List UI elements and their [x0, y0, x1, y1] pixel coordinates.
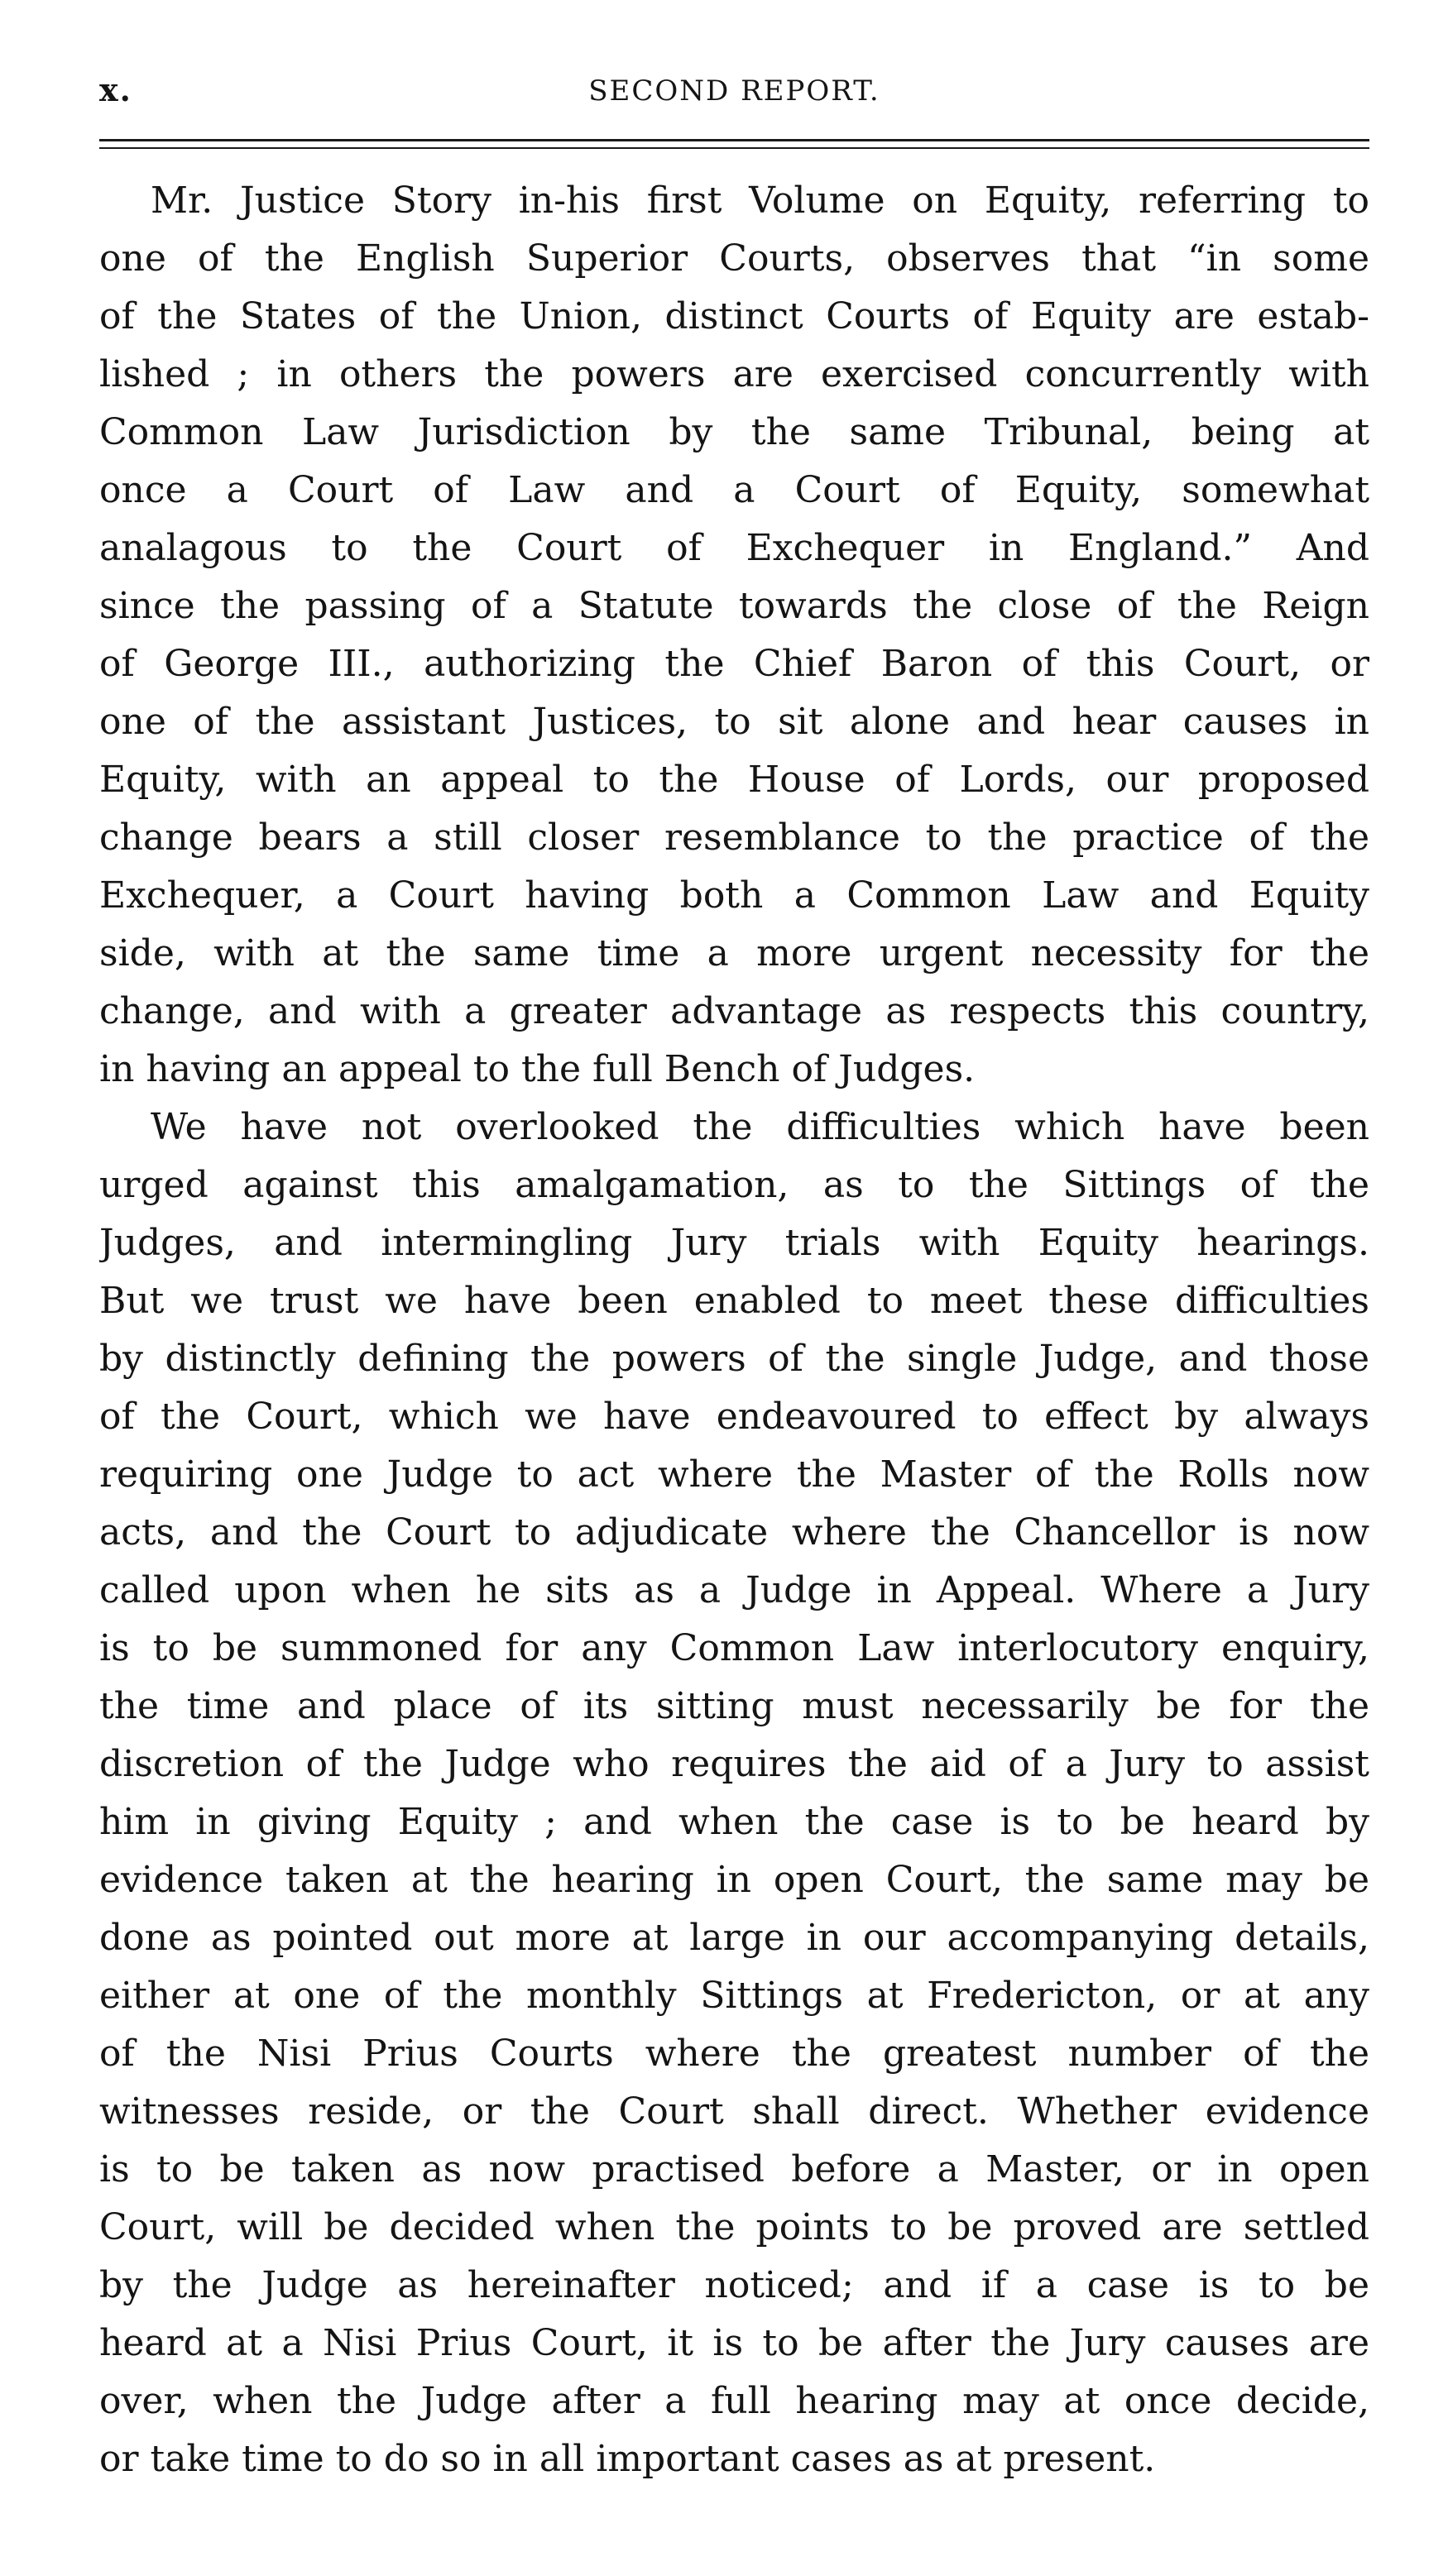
text-line: Mr. Justice Story in-his first Volume on Equity, referring to	[151, 180, 1369, 222]
text-line: since the passing of a Statute towards the close of the Reign	[99, 585, 1369, 627]
text-line: discretion of the Judge who requires the aid of a Jury to assist	[99, 1743, 1369, 1785]
text-line: urged against this amalgamation, as to the Sittings of the	[99, 1164, 1369, 1206]
text-line: witnesses reside, or the Court shall direct. Whether evidence	[99, 2090, 1369, 2133]
text-line: one of the English Superior Courts, observes that “in some	[99, 237, 1369, 280]
text-line: one of the assistant Justices, to sit alone and hear causes in	[99, 701, 1369, 743]
text-line: analagous to the Court of Exchequer in England.” And	[99, 527, 1369, 569]
text-line: Common Law Jurisdiction by the same Tribunal, being at	[99, 411, 1369, 453]
text-line: is to be summoned for any Common Law interlocutory enquiry,	[99, 1627, 1369, 1669]
text-line: is to be taken as now practised before a Master, or in open	[99, 2148, 1369, 2191]
text-line: either at one of the monthly Sittings at Fredericton, or at any	[99, 1975, 1369, 2017]
text-line: Court, will be decided when the points to be proved are settled	[99, 2206, 1369, 2248]
running-head	[99, 71, 1369, 121]
header-rule-top	[99, 139, 1369, 141]
text-line: Judges, and intermingling Jury trials with Equity hearings.	[99, 1222, 1369, 1264]
header-rule-bottom	[99, 147, 1369, 149]
text-line: heard at a Nisi Prius Court, it is to be after the Jury causes are	[99, 2322, 1369, 2364]
text-line: of George III., authorizing the Chief Baron of this Court, or	[99, 643, 1369, 685]
text-line: the time and place of its sitting must necessarily be for the	[99, 1685, 1369, 1727]
text-line: over, when the Judge after a full hearing may at once decide,	[99, 2380, 1369, 2422]
text-line: change bears a still closer resemblance to the practice of the	[99, 816, 1369, 859]
text-line: by distinctly defining the powers of the single Judge, and those	[99, 1338, 1369, 1380]
text-line: requiring one Judge to act where the Master of the Rolls now	[99, 1453, 1369, 1496]
text-line: of the Court, which we have endeavoured to effect by always	[99, 1396, 1369, 1438]
text-line: in having an appeal to the full Bench of Judges.	[99, 1048, 976, 1090]
text-line: Equity, with an appeal to the House of Lords, our proposed	[99, 759, 1369, 801]
text-line: called upon when he sits as a Judge in Appeal. Where a Jury	[99, 1569, 1369, 1611]
body-text	[99, 172, 1369, 2488]
text-line: change, and with a greater advantage as respects this country,	[99, 990, 1369, 1032]
text-line: acts, and the Court to adjudicate where the Chancellor is now	[99, 1511, 1369, 1554]
page-number: x.	[99, 71, 132, 108]
text-line: once a Court of Law and a Court of Equity, somewhat	[99, 469, 1369, 511]
text-line: evidence taken at the hearing in open Court, the same may be	[99, 1859, 1369, 1901]
text-line: lished ; in others the powers are exercised concurrently with	[99, 353, 1369, 395]
text-line: him in giving Equity ; and when the case is to be heard by	[99, 1801, 1369, 1843]
text-line: done as pointed out more at large in our accompanying details,	[99, 1917, 1369, 1959]
text-line: of the States of the Union, distinct Courts of Equity are estab-	[99, 295, 1369, 338]
text-line: or take time to do so in all important cases as at present.	[99, 2438, 1156, 2480]
text-line: side, with at the same time a more urgent necessity for the	[99, 932, 1369, 974]
text-line: Exchequer, a Court having both a Common Law and Equity	[99, 874, 1369, 917]
text-line: But we trust we have been enabled to meet these difficulties	[99, 1280, 1369, 1322]
text-line: We have not overlooked the difficulties which have been	[151, 1106, 1369, 1148]
text-line: by the Judge as hereinafter noticed; and if a case is to be	[99, 2264, 1369, 2306]
text-line: of the Nisi Prius Courts where the greatest number of the	[99, 2033, 1369, 2075]
running-title: SECOND REPORT.	[588, 74, 880, 108]
